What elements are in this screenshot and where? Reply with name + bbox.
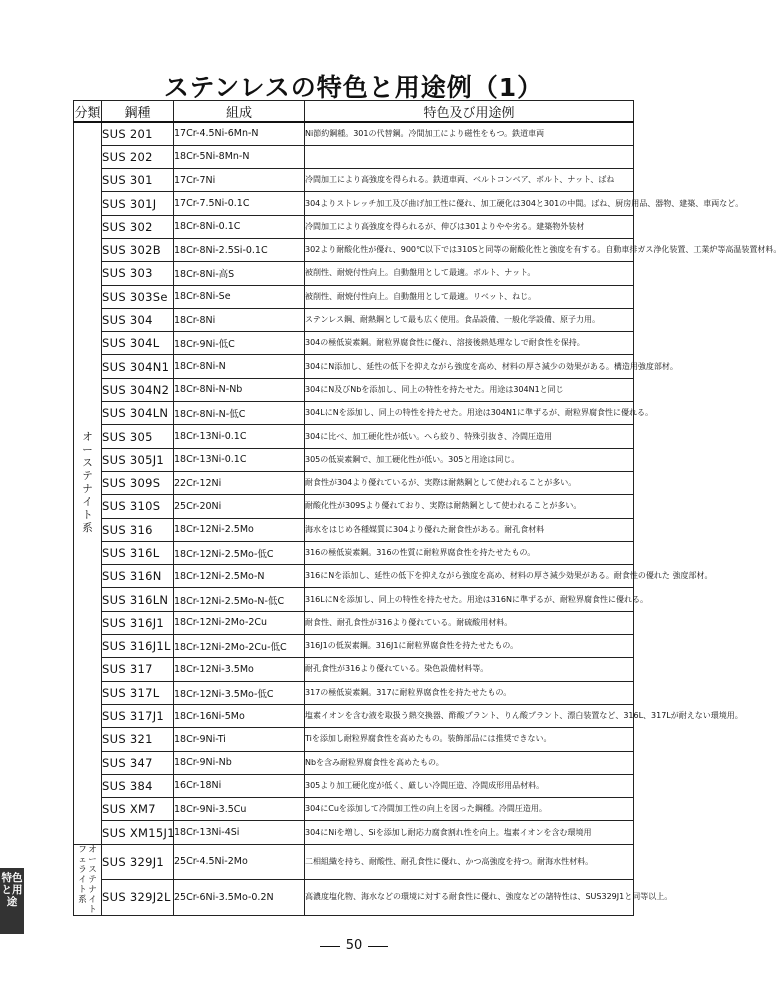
table-row xyxy=(74,262,634,285)
table-row xyxy=(74,169,634,192)
features-cell: 316LにNを添加し、同上の特性を持たせた。用途は316Nに準ずるが、耐粒界腐食性に優れる。 xyxy=(305,588,634,611)
composition-cell: 18Cr-8Ni-Se xyxy=(174,285,305,308)
features-cell: 316J1の低炭素鋼。316J1に耐粒界腐食性を持たせたもの。 xyxy=(305,635,634,658)
features-cell: 305より加工硬化度が低く、厳しい冷間圧造、冷間成形用品材料。 xyxy=(305,774,634,797)
grade-cell: SUS 302 xyxy=(102,215,174,238)
table-row xyxy=(74,611,634,634)
composition-cell: 18Cr-12Ni-2.5Mo xyxy=(174,518,305,541)
table-row xyxy=(74,588,634,611)
composition-cell: 18Cr-12Ni-2.5Mo-低C xyxy=(174,541,305,564)
table-row xyxy=(74,681,634,704)
table-row xyxy=(74,238,634,261)
grade-cell: SUS 316J1 xyxy=(102,611,174,634)
header-features: 特色及び用途例 xyxy=(305,101,634,123)
table-row xyxy=(74,448,634,471)
table-row xyxy=(74,122,634,145)
category-label-column: オ ー ス テ ナ イ ト xyxy=(88,844,97,915)
features-cell: 冷間加工により高強度を得られる。鉄道車両、ベルトコンベア、ボルト、ナット、ばね xyxy=(305,169,634,192)
grade-cell: SUS 316N xyxy=(102,565,174,588)
grade-cell: SUS 302B xyxy=(102,238,174,261)
features-cell: ステンレス鋼、耐熱鋼として最も広く使用。食品設備、一般化学設備、原子力用。 xyxy=(305,308,634,331)
grade-cell: SUS 304LN xyxy=(102,402,174,425)
features-cell: 二相組織を持ち、耐酸性、耐孔食性に優れ、かつ高強度を持つ。耐海水性材料。 xyxy=(305,844,634,880)
grade-cell: SUS 303Se xyxy=(102,285,174,308)
composition-cell: 18Cr-12Ni-3.5Mo-低C xyxy=(174,681,305,704)
grade-cell: SUS 201 xyxy=(102,122,174,145)
features-cell: 耐孔食性が316より優れている。染色設備材料等。 xyxy=(305,658,634,681)
grade-cell: SUS 329J1 xyxy=(102,844,174,880)
grade-cell: SUS 309S xyxy=(102,471,174,494)
grade-cell: SUS 316L xyxy=(102,541,174,564)
composition-cell: 17Cr-7Ni xyxy=(174,169,305,192)
page-number-rule-right xyxy=(368,946,388,947)
composition-cell: 18Cr-8Ni-N-Nb xyxy=(174,378,305,401)
features-cell: 305の低炭素鋼で、加工硬化性が低い。305と用途は同じ。 xyxy=(305,448,634,471)
features-cell: 耐酸化性が309Sより優れており、実際は耐熱鋼として使われることが多い。 xyxy=(305,495,634,518)
grade-cell: SUS 317L xyxy=(102,681,174,704)
composition-cell: 18Cr-9Ni-低C xyxy=(174,332,305,355)
composition-cell: 18Cr-8Ni-N-低C xyxy=(174,402,305,425)
grade-cell: SUS 316J1L xyxy=(102,635,174,658)
grade-cell: SUS 384 xyxy=(102,774,174,797)
features-cell: 耐食性が304より優れているが、実際は耐熱鋼として使われることが多い。 xyxy=(305,471,634,494)
composition-cell: 18Cr-12Ni-3.5Mo xyxy=(174,658,305,681)
composition-cell: 18Cr-8Ni-N xyxy=(174,355,305,378)
table-row xyxy=(74,751,634,774)
table-row xyxy=(74,635,634,658)
features-cell: 304よりストレッチ加工及び曲げ加工性に優れ、加工硬化は304と301の中間。ばね、厨房用品、器物、建築、車両など。 xyxy=(305,192,634,215)
composition-cell: 17Cr-7.5Ni-0.1C xyxy=(174,192,305,215)
grade-cell: SUS 301J xyxy=(102,192,174,215)
composition-cell: 18Cr-13Ni-0.1C xyxy=(174,448,305,471)
composition-cell: 18Cr-8Ni-0.1C xyxy=(174,215,305,238)
page-number: 50 xyxy=(345,938,363,953)
table-row xyxy=(74,145,634,168)
features-cell: 304LにNを添加し、同上の特性を持たせた。用途は304N1に準ずるが、耐粒界腐食性に優れる。 xyxy=(305,402,634,425)
composition-cell: 25Cr-4.5Ni-2Mo xyxy=(174,844,305,880)
features-cell: 被削性、耐焼付性向上。自動盤用として最適。リベット、ねじ。 xyxy=(305,285,634,308)
table-row xyxy=(74,704,634,727)
features-cell: 被削性、耐焼付性向上。自動盤用として最適。ボルト、ナット。 xyxy=(305,262,634,285)
grade-cell: SUS 321 xyxy=(102,728,174,751)
table-row xyxy=(74,880,634,916)
grade-cell: SUS 305 xyxy=(102,425,174,448)
header-category: 分類 xyxy=(74,101,102,123)
features-cell: 海水をはじめ各種媒質に304より優れた耐食性がある。耐孔食材料 xyxy=(305,518,634,541)
grade-cell: SUS 305J1 xyxy=(102,448,174,471)
composition-cell: 25Cr-20Ni xyxy=(174,495,305,518)
category-label: オ ー ス テ ナ イ ト 系 xyxy=(82,431,93,535)
features-cell: 317の極低炭素鋼。317に耐粒界腐食性を持たせたもの。 xyxy=(305,681,634,704)
table-header-row xyxy=(74,101,634,123)
composition-cell: 18Cr-13Ni-4Si xyxy=(174,821,305,844)
features-cell: 316の極低炭素鋼。316の性質に耐粒界腐食性を持たせたもの。 xyxy=(305,541,634,564)
table-row xyxy=(74,541,634,564)
features-cell: Tiを添加し耐粒界腐食性を高めたもの。装飾部品には推奨できない。 xyxy=(305,728,634,751)
header-grade: 鋼種 xyxy=(102,101,174,123)
grade-cell: SUS 317 xyxy=(102,658,174,681)
grade-cell: SUS 310S xyxy=(102,495,174,518)
table-row xyxy=(74,402,634,425)
grade-cell: SUS 316LN xyxy=(102,588,174,611)
composition-cell: 18Cr-8Ni-2.5Si-0.1C xyxy=(174,238,305,261)
table-row xyxy=(74,378,634,401)
features-cell: 塩素イオンを含む液を取扱う熱交換器、酢酸プラント、りん酸プラント、漂白装置など、316L、317Lが耐えない環境用。 xyxy=(305,704,634,727)
composition-cell: 18Cr-8Ni xyxy=(174,308,305,331)
header-composition: 組成 xyxy=(174,101,305,123)
composition-cell: 18Cr-8Ni-高S xyxy=(174,262,305,285)
grade-cell: SUS 202 xyxy=(102,145,174,168)
composition-cell: 18Cr-13Ni-0.1C xyxy=(174,425,305,448)
features-cell: Ni節約鋼種。301の代替鋼。冷間加工により磁性をもつ。鉄道車両 xyxy=(305,122,634,145)
section-side-tab[interactable] xyxy=(0,868,24,934)
features-cell: 304にN及びNbを添加し、同上の特性を持たせた。用途は304N1と同じ xyxy=(305,378,634,401)
composition-cell: 18Cr-16Ni-5Mo xyxy=(174,704,305,727)
composition-cell: 16Cr-18Ni xyxy=(174,774,305,797)
grade-cell: SUS 304 xyxy=(102,308,174,331)
features-cell: 316にNを添加し、延性の低下を抑えながら強度を高め、材料の厚さ減少効果がある。耐食性の優れた 強度部材。 xyxy=(305,565,634,588)
table-row xyxy=(74,192,634,215)
features-cell: 耐食性、耐孔食性が316より優れている。耐硫酸用材料。 xyxy=(305,611,634,634)
features-cell: 冷間加工により高強度を得られるが、伸びは301よりやや劣る。建築物外装材 xyxy=(305,215,634,238)
table-row xyxy=(74,774,634,797)
grade-cell: SUS 301 xyxy=(102,169,174,192)
table-row xyxy=(74,308,634,331)
features-cell: 304にN添加し、延性の低下を抑えながら強度を高め、材料の厚さ減少の効果がある。構造用強度部材。 xyxy=(305,355,634,378)
table-row xyxy=(74,728,634,751)
table-row xyxy=(74,332,634,355)
table-row xyxy=(74,355,634,378)
side-tab-label: 特色と用途 xyxy=(1,872,23,908)
grade-cell: SUS XM15J1 xyxy=(102,821,174,844)
composition-cell: 18Cr-12Ni-2Mo-2Cu-低C xyxy=(174,635,305,658)
features-cell: 302より耐酸化性が優れ、900℃以下では310Sと同等の耐酸化性と強度を有する。自動車排ガス浄化装置、工業炉等高温装置材料。 xyxy=(305,238,634,261)
composition-cell: 25Cr-6Ni-3.5Mo-0.2N xyxy=(174,880,305,916)
features-cell: 304にNiを増し、Siを添加し耐応力腐食割れ性を向上。塩素イオンを含む環境用 xyxy=(305,821,634,844)
table-row xyxy=(74,518,634,541)
composition-cell: 18Cr-9Ni-Nb xyxy=(174,751,305,774)
table-row xyxy=(74,285,634,308)
composition-cell: 22Cr-12Ni xyxy=(174,471,305,494)
composition-cell: 18Cr-5Ni-8Mn-N xyxy=(174,145,305,168)
composition-cell: 17Cr-4.5Ni-6Mn-N xyxy=(174,122,305,145)
table-row xyxy=(74,565,634,588)
stainless-table xyxy=(73,100,781,916)
grade-cell: SUS XM7 xyxy=(102,798,174,821)
grade-cell: SUS 316 xyxy=(102,518,174,541)
composition-cell: 18Cr-12Ni-2.5Mo-N xyxy=(174,565,305,588)
features-cell xyxy=(305,145,634,168)
features-cell: 304に比べ、加工硬化性が低い。へら絞り、特殊引抜き、冷間圧造用 xyxy=(305,425,634,448)
grade-cell: SUS 317J1 xyxy=(102,704,174,727)
grade-cell: SUS 329J2L xyxy=(102,880,174,916)
grade-cell: SUS 304N1 xyxy=(102,355,174,378)
table-row xyxy=(74,844,634,880)
table-row xyxy=(74,495,634,518)
table-row xyxy=(74,821,634,844)
features-cell: Nbを含み耐粒界腐食性を高めたもの。 xyxy=(305,751,634,774)
category-label-column: フ ェ ラ イ ト 系 xyxy=(78,844,87,905)
table-row xyxy=(74,425,634,448)
grade-cell: SUS 304N2 xyxy=(102,378,174,401)
page-title: ステンレスの特色と用途例（1） xyxy=(163,73,544,102)
category-cell xyxy=(74,122,102,844)
category-label xyxy=(74,845,101,915)
features-cell: 高濃度塩化物、海水などの環境に対する耐食性に優れ、強度などの諸特性は、SUS329J1と同等以上。 xyxy=(305,880,634,916)
grade-cell: SUS 304L xyxy=(102,332,174,355)
grade-cell: SUS 303 xyxy=(102,262,174,285)
category-cell xyxy=(74,844,102,915)
table-row xyxy=(74,798,634,821)
composition-cell: 18Cr-12Ni-2Mo-2Cu xyxy=(174,611,305,634)
table-row xyxy=(74,215,634,238)
features-cell: 304にCuを添加して冷間加工性の向上を図った鋼種。冷間圧造用。 xyxy=(305,798,634,821)
features-cell: 304の極低炭素鋼。耐粒界腐食性に優れ、溶接後熱処理なしで耐食性を保持。 xyxy=(305,332,634,355)
grade-cell: SUS 347 xyxy=(102,751,174,774)
composition-cell: 18Cr-9Ni-3.5Cu xyxy=(174,798,305,821)
composition-cell: 18Cr-9Ni-Ti xyxy=(174,728,305,751)
table-row xyxy=(74,658,634,681)
table-row xyxy=(74,471,634,494)
page-number-rule-left xyxy=(320,946,340,947)
composition-cell: 18Cr-12Ni-2.5Mo-N-低C xyxy=(174,588,305,611)
